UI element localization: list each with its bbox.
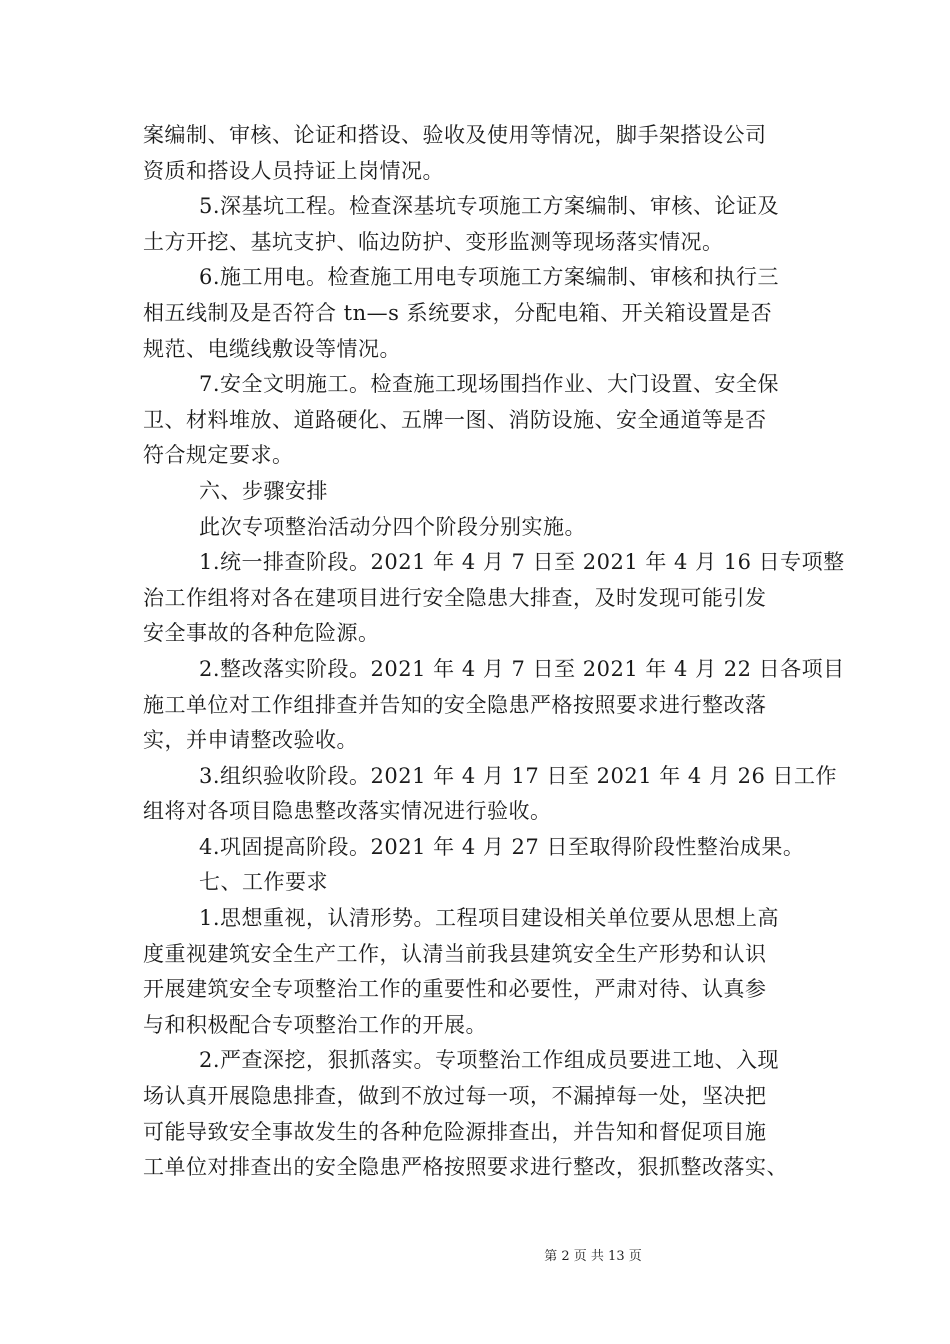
- text-line: 度重视建筑安全生产工作，认清当前我县建筑安全生产形势和认识: [143, 941, 767, 966]
- document-body: [143, 118, 845, 1186]
- text-line: 土方开挖、基坑支护、临边防护、变形监测等现场落实情况。: [143, 229, 724, 254]
- text-line: 七、工作要求: [199, 870, 328, 895]
- paragraph: [143, 260, 813, 367]
- text-line: 此次专项整治活动分四个阶段分别实施。: [199, 514, 586, 539]
- text-line: 治工作组将对各在建项目进行安全隐患大排查，及时发现可能引发: [143, 585, 767, 610]
- paragraph: [143, 901, 813, 1043]
- page-footer: [0, 1245, 950, 1264]
- text-line: 六、步骤安排: [199, 478, 328, 503]
- text-line: 案编制、审核、论证和搭设、验收及使用等情况，脚手架搭设公司: [143, 123, 767, 147]
- text-line: 施工单位对工作组排查并告知的安全隐患严格按照要求进行整改落: [143, 692, 767, 717]
- text-line: 安全事故的各种危险源。: [143, 621, 380, 646]
- text-line: 1.统一排查阶段。2021 年 4 月 7 日至 2021 年 4 月 16 日专项整: [199, 550, 845, 575]
- paragraph: [143, 830, 813, 866]
- text-line: 开展建筑安全专项整治工作的重要性和必要性，严肃对待、认真参: [143, 977, 767, 1002]
- paragraph: [143, 652, 845, 759]
- text-line: 6.施工用电。检查施工用电专项施工方案编制、审核和执行三: [199, 265, 780, 290]
- text-line: 卫、材料堆放、道路硬化、五牌一图、消防设施、安全通道等是否: [143, 407, 767, 432]
- paragraph: [143, 510, 813, 546]
- paragraph: [143, 189, 813, 260]
- text-line: 5.深基坑工程。检查深基坑专项施工方案编制、审核、论证及: [199, 194, 780, 219]
- text-line: 与和积极配合专项整治工作的开展。: [143, 1012, 487, 1037]
- text-line: 资质和搭设人员持证上岗情况。: [143, 158, 444, 183]
- text-line: 实，并申请整改验收。: [143, 728, 358, 753]
- paragraph: [143, 118, 813, 189]
- page-number: 第 2 页 共 13 页: [544, 1249, 642, 1264]
- text-line: 7.安全文明施工。检查施工现场围挡作业、大门设置、安全保: [199, 372, 780, 397]
- text-line: 相五线制及是否符合 tn—s 系统要求，分配电箱、开关箱设置是否: [143, 300, 773, 325]
- text-line: 符合规定要求。: [143, 443, 294, 468]
- section-heading: [143, 865, 813, 901]
- text-line: 3.组织验收阶段。2021 年 4 月 17 日至 2021 年 4 月 26 日工作: [199, 763, 838, 788]
- text-line: 场认真开展隐患排查，做到不放过每一项，不漏掉每一处，坚决把: [143, 1084, 767, 1109]
- text-line: 4.巩固提高阶段。2021 年 4 月 27 日至取得阶段性整治成果。: [199, 834, 805, 859]
- paragraph: [143, 545, 845, 652]
- section-heading: [143, 474, 813, 510]
- text-line: 2.整改落实阶段。2021 年 4 月 7 日至 2021 年 4 月 22 日各项目: [199, 656, 845, 681]
- paragraph: [143, 1043, 813, 1185]
- text-line: 规范、电缆线敷设等情况。: [143, 336, 401, 361]
- paragraph: [143, 759, 838, 830]
- text-line: 2.严查深挖，狠抓落实。专项整治工作组成员要进工地、入现: [199, 1048, 780, 1073]
- paragraph: [143, 367, 813, 474]
- text-line: 1.思想重视，认清形势。工程项目建设相关单位要从思想上高: [199, 906, 780, 931]
- text-line: 工单位对排查出的安全隐患严格按照要求进行整改，狠抓整改落实、: [143, 1155, 788, 1180]
- text-line: 组将对各项目隐患整改落实情况进行验收。: [143, 799, 552, 824]
- text-line: 可能导致安全事故发生的各种危险源排查出，并告知和督促项目施: [143, 1119, 767, 1144]
